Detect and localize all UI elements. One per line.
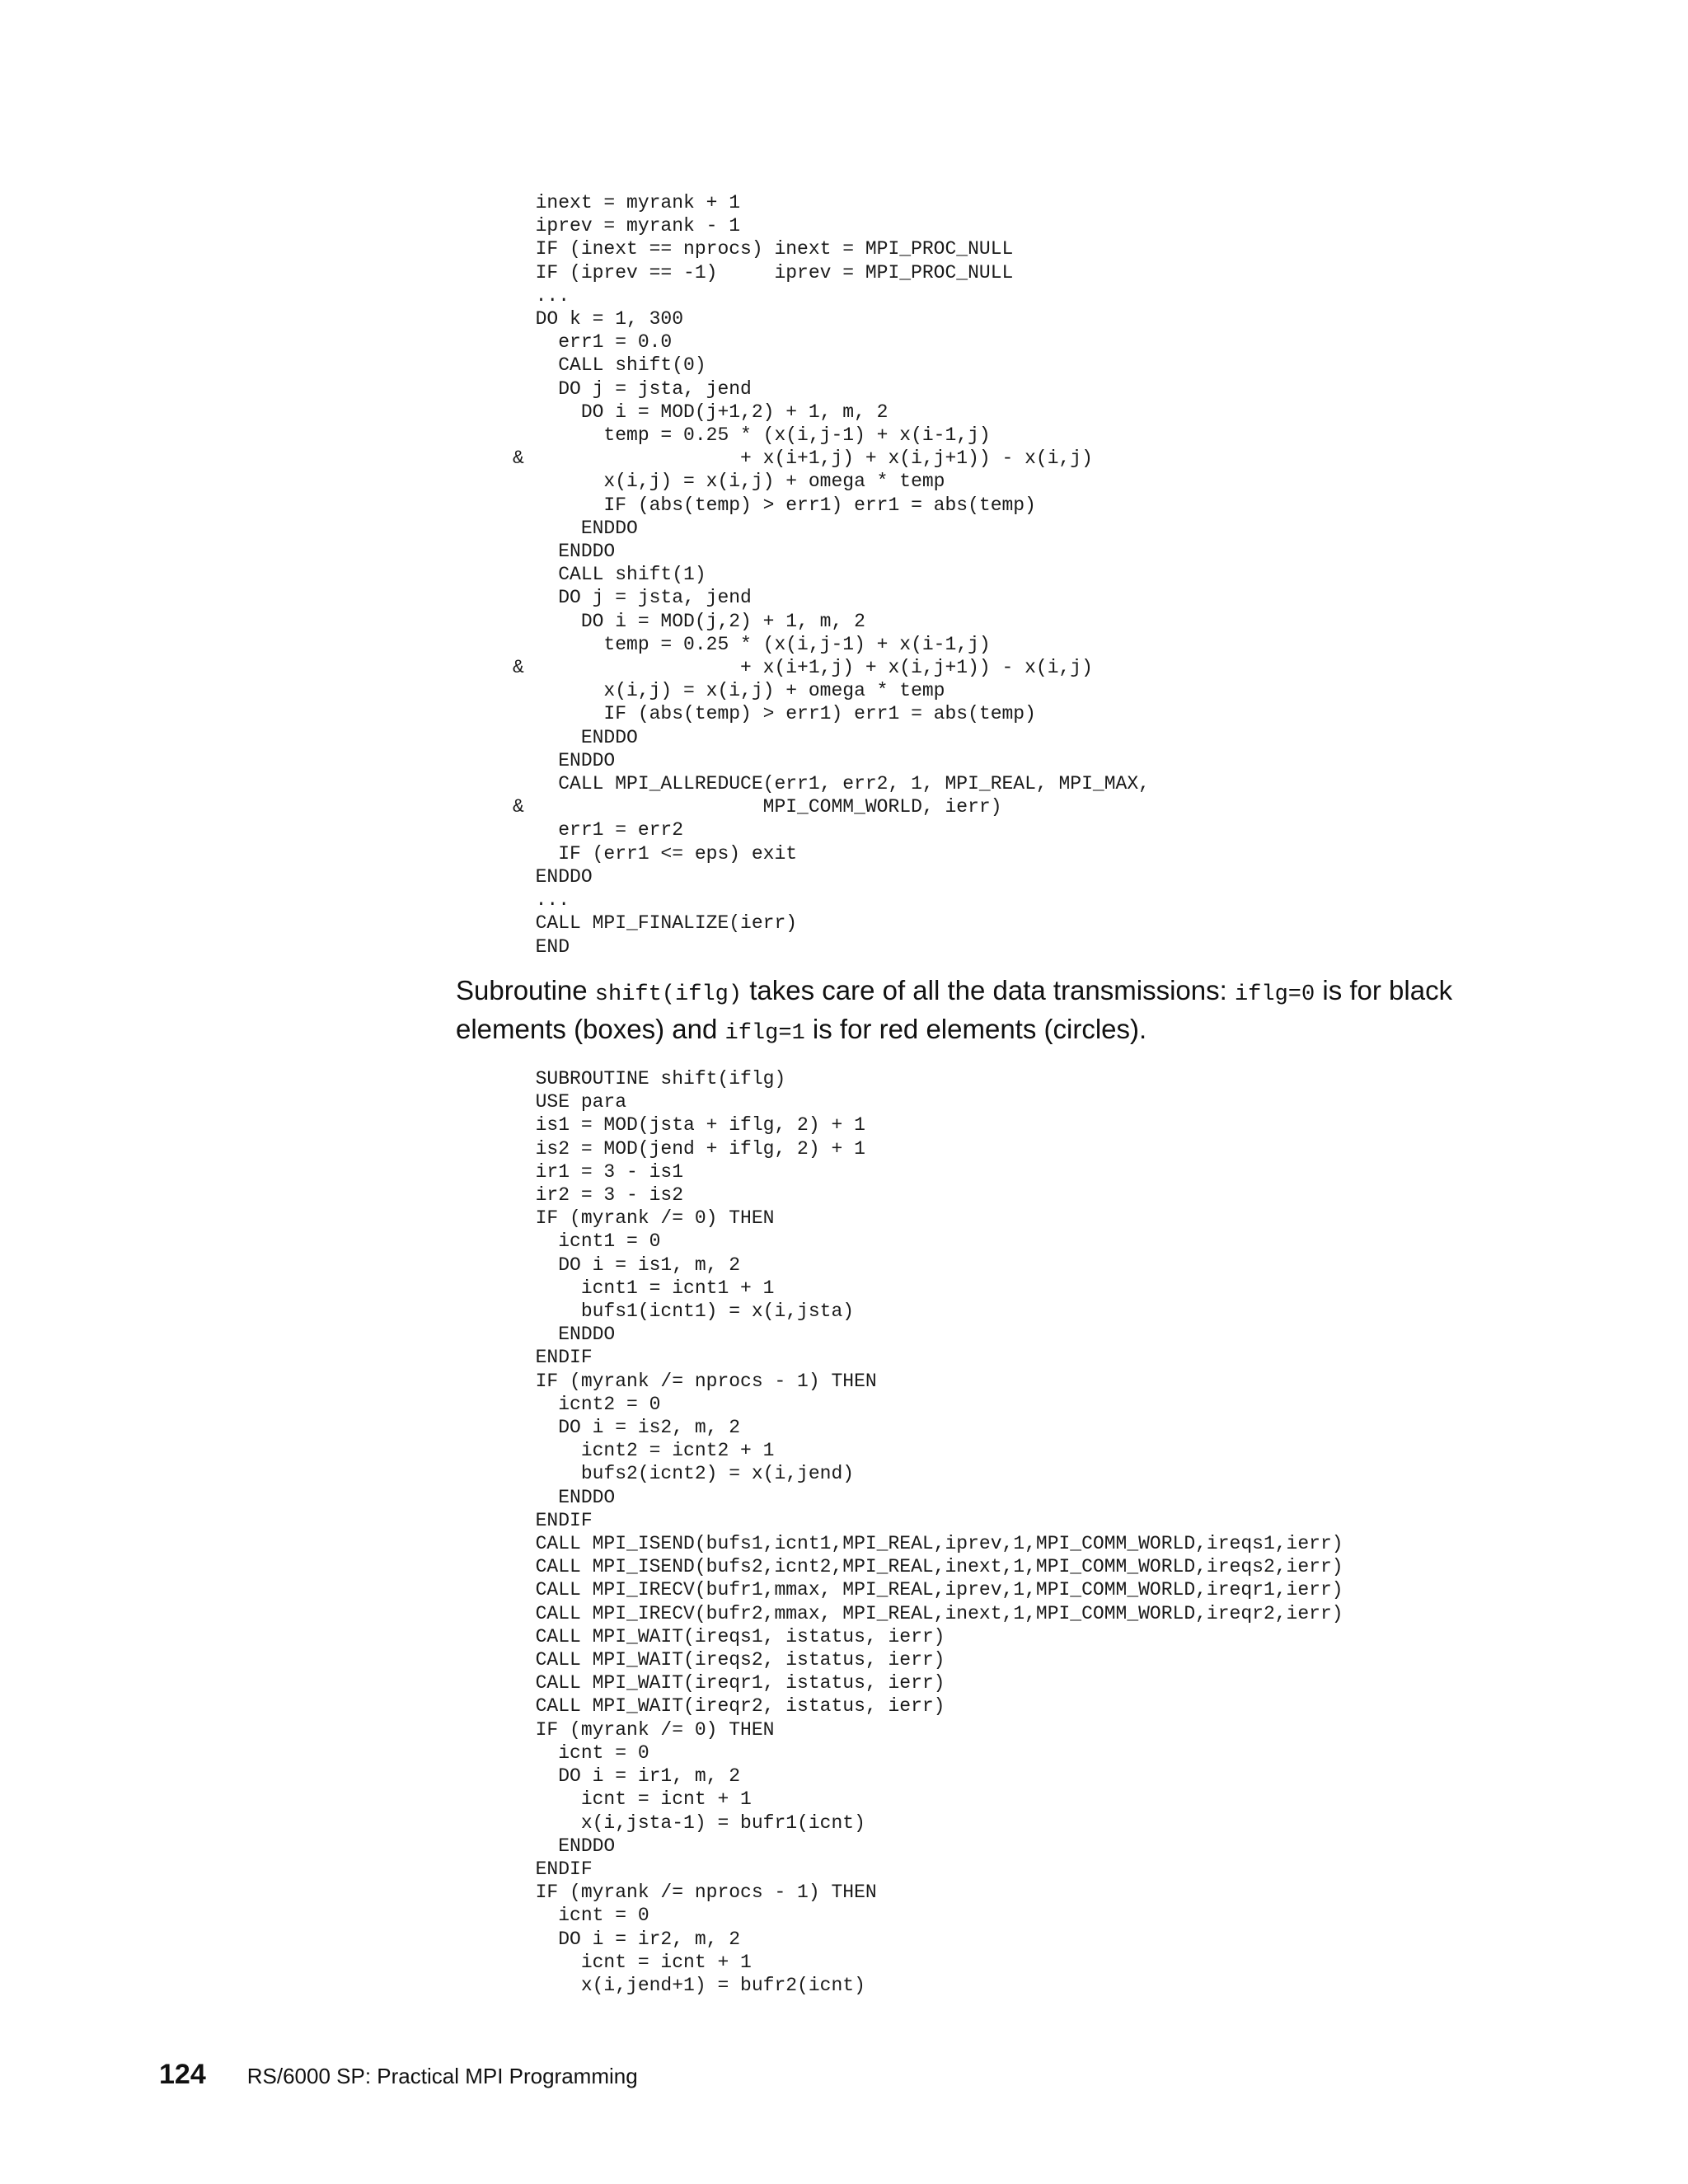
page-footer: [159, 2059, 638, 2091]
code-line: ENDDO: [513, 1324, 616, 1346]
code-line: IF (myrank /= 0) THEN: [513, 1718, 775, 1741]
code-line: IF (myrank /= 0) THEN: [513, 1207, 775, 1230]
code-line: DO j = jsta, jend: [513, 587, 752, 609]
code-line: & MPI_COMM_WORLD, ierr): [513, 796, 1002, 818]
code-line: icnt2 = 0: [513, 1393, 661, 1415]
code-line: CALL MPI_WAIT(ireqr1, istatus, ierr): [513, 1672, 945, 1694]
body-paragraph: [456, 973, 1527, 1051]
code-line: DO i = ir2, m, 2: [513, 1928, 741, 1950]
code-line: ENDDO: [513, 1835, 616, 1857]
code-line: ir1 = 3 - is1: [513, 1160, 684, 1183]
code-line: END: [513, 935, 570, 958]
code-line: icnt = icnt + 1: [513, 1788, 752, 1811]
code-line: x(i,jsta-1) = bufr1(icnt): [513, 1811, 865, 1834]
code-line: USE para: [513, 1091, 627, 1113]
code-line: CALL shift(1): [513, 564, 706, 586]
code-line: IF (myrank /= nprocs - 1) THEN: [513, 1882, 877, 1904]
code-line: SUBROUTINE shift(iflg): [513, 1068, 786, 1090]
code-line: CALL MPI_ALLREDUCE(err1, err2, 1, MPI_REAL, MPI_MAX,: [513, 773, 1150, 795]
code-line: ENDDO: [513, 749, 616, 771]
code-line: IF (abs(temp) > err1) err1 = abs(temp): [513, 703, 1036, 725]
inline-code: iflg=0: [1234, 982, 1315, 1007]
inline-code: iflg=1: [724, 1021, 805, 1046]
code-line: ENDIF: [513, 1347, 593, 1369]
code-line: ENDIF: [513, 1858, 593, 1880]
code-line: CALL MPI_WAIT(ireqr2, istatus, ierr): [513, 1695, 945, 1718]
code-line: icnt2 = icnt2 + 1: [513, 1440, 775, 1462]
code-line: ENDDO: [513, 865, 593, 888]
code-line: ENDDO: [513, 517, 638, 539]
code-line: temp = 0.25 * (x(i,j-1) + x(i-1,j): [513, 633, 991, 655]
code-line: IF (myrank /= nprocs - 1) THEN: [513, 1370, 877, 1392]
code-line: ENDDO: [513, 726, 638, 748]
code-line: icnt1 = 0: [513, 1230, 661, 1253]
code-line: ENDDO: [513, 541, 616, 563]
paragraph-text: takes care of all the data transmissions:: [742, 975, 1235, 1005]
code-line: is2 = MOD(jend + iflg, 2) + 1: [513, 1137, 865, 1160]
paragraph-text: is for black elements (boxes) and: [456, 975, 1453, 1044]
code-line: DO i = is1, m, 2: [513, 1254, 741, 1276]
code-line: x(i,j) = x(i,j) + omega * temp: [513, 680, 945, 702]
code-line: ...: [513, 889, 570, 912]
code-line: CALL MPI_ISEND(bufs1,icnt1,MPI_REAL,iprev,1,MPI_COMM_WORLD,ireqs1,ierr): [513, 1533, 1343, 1555]
code-line: CALL MPI_IRECV(bufr1,mmax, MPI_REAL,iprev,1,MPI_COMM_WORLD,ireqr1,ierr): [513, 1579, 1343, 1601]
code-line: DO j = jsta, jend: [513, 377, 752, 400]
code-line: IF (err1 <= eps) exit: [513, 842, 798, 865]
code-line: ENDDO: [513, 1486, 616, 1508]
code-line: icnt = 0: [513, 1905, 649, 1927]
book-title: RS/6000 SP: Practical MPI Programming: [246, 2064, 638, 2088]
code-line: ENDIF: [513, 1509, 593, 1531]
code-line: is1 = MOD(jsta + iflg, 2) + 1: [513, 1114, 865, 1137]
code-line: temp = 0.25 * (x(i,j-1) + x(i-1,j): [513, 424, 991, 447]
code-line: CALL MPI_IRECV(bufr2,mmax, MPI_REAL,inext,1,MPI_COMM_WORLD,ireqr2,ierr): [513, 1602, 1343, 1624]
code-line: DO i = ir1, m, 2: [513, 1765, 741, 1788]
code-line: & + x(i+1,j) + x(i,j+1)) - x(i,j): [513, 657, 1093, 679]
code-line: CALL MPI_ISEND(bufs2,icnt2,MPI_REAL,inext,1,MPI_COMM_WORLD,ireqs2,ierr): [513, 1556, 1343, 1578]
code-line: DO k = 1, 300: [513, 308, 684, 330]
code-line: CALL MPI_WAIT(ireqs1, istatus, ierr): [513, 1625, 945, 1647]
inline-code: shift(iflg): [594, 982, 743, 1007]
code-line: x(i,j) = x(i,j) + omega * temp: [513, 471, 945, 493]
code-line: icnt1 = icnt1 + 1: [513, 1277, 775, 1299]
code-line: DO i = MOD(j+1,2) + 1, m, 2: [513, 401, 889, 423]
code-line: IF (inext == nprocs) inext = MPI_PROC_NULL: [513, 238, 1014, 260]
code-listing-shift-subroutine: [513, 1067, 1343, 1997]
code-line: & + x(i+1,j) + x(i,j+1)) - x(i,j): [513, 448, 1093, 470]
code-listing-main-loop: [513, 191, 1150, 958]
code-line: icnt = 0: [513, 1741, 649, 1764]
code-line: ...: [513, 284, 570, 307]
code-line: bufs1(icnt1) = x(i,jsta): [513, 1301, 855, 1323]
paragraph-text: Subroutine: [456, 975, 595, 1005]
code-line: x(i,jend+1) = bufr2(icnt): [513, 1974, 865, 1996]
code-line: IF (iprev == -1) iprev = MPI_PROC_NULL: [513, 261, 1014, 284]
paragraph-text: is for red elements (circles).: [804, 1014, 1147, 1044]
code-line: CALL MPI_WAIT(ireqs2, istatus, ierr): [513, 1649, 945, 1671]
code-line: IF (abs(temp) > err1) err1 = abs(temp): [513, 494, 1036, 516]
code-line: DO i = MOD(j,2) + 1, m, 2: [513, 610, 865, 632]
code-line: inext = myrank + 1: [513, 192, 741, 213]
code-line: icnt = icnt + 1: [513, 1951, 752, 1973]
page-number: 124: [159, 2059, 206, 2090]
code-line: bufs2(icnt2) = x(i,jend): [513, 1463, 855, 1485]
code-line: DO i = is2, m, 2: [513, 1417, 741, 1439]
code-line: err1 = err2: [513, 819, 684, 841]
code-line: CALL shift(0): [513, 354, 706, 377]
code-line: iprev = myrank - 1: [513, 215, 741, 237]
code-line: ir2 = 3 - is2: [513, 1184, 684, 1207]
code-line: CALL MPI_FINALIZE(ierr): [513, 912, 798, 935]
code-line: err1 = 0.0: [513, 331, 673, 354]
